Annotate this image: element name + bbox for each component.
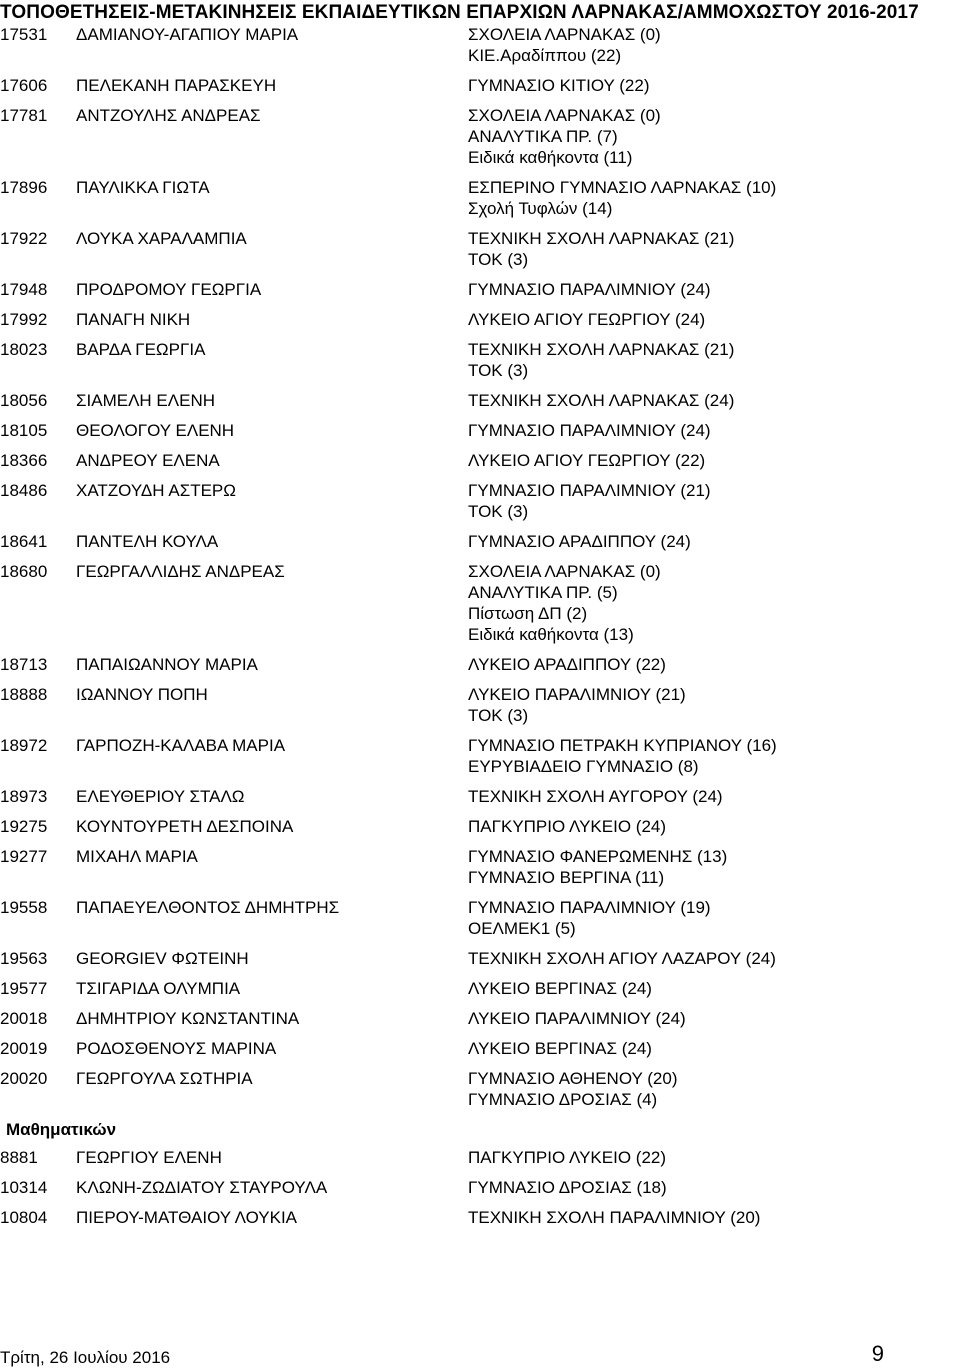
placement-list xyxy=(468,105,960,168)
table-row xyxy=(0,228,960,270)
placement: ΓΥΜΝΑΣΙΟ ΒΕΡΓΙΝΑ (11) xyxy=(468,868,665,887)
placement: Πίστωση ΔΠ (2) xyxy=(468,604,588,623)
table-row xyxy=(0,978,960,999)
placement: ΛΥΚΕΙΟ ΑΓΙΟΥ ΓΕΩΡΓΙΟΥ (22) xyxy=(468,451,706,470)
teacher-name: ΠΑΠΑΕΥΕΛΘΟΝΤΟΣ ΔΗΜΗΤΡΗΣ xyxy=(76,898,340,917)
placement: ΣΧΟΛΕΙΑ ΛΑΡΝΑΚΑΣ (0) xyxy=(468,106,661,125)
placement: ΕΣΠΕΡΙΝΟ ΓΥΜΝΑΣΙΟ ΛΑΡΝΑΚΑΣ (10) xyxy=(468,178,777,197)
table-row xyxy=(0,24,960,66)
placement: ΛΥΚΕΙΟ ΠΑΡΑΛΙΜΝΙΟΥ (21) xyxy=(468,685,686,704)
placement: ΓΥΜΝΑΣΙΟ ΦΑΝΕΡΩΜΕΝΗΣ (13) xyxy=(468,847,728,866)
teacher-name: ΕΛΕΥΘΕΡΙΟΥ ΣΤΑΛΩ xyxy=(76,787,245,806)
teacher-id: 17922 xyxy=(0,229,48,248)
teacher-id: 18366 xyxy=(0,451,48,470)
teacher-id: 17948 xyxy=(0,280,48,299)
teacher-id: 19563 xyxy=(0,949,48,968)
teacher-id: 20020 xyxy=(0,1069,48,1088)
placement-list xyxy=(468,684,960,726)
placement-list xyxy=(468,480,960,522)
table-row xyxy=(0,735,960,777)
placement-list xyxy=(468,786,960,807)
table-row xyxy=(0,1147,960,1168)
placement: ΓΥΜΝΑΣΙΟ ΠΑΡΑΛΙΜΝΙΟΥ (21) xyxy=(468,481,711,500)
teacher-id: 18641 xyxy=(0,532,48,551)
teacher-name: ΓΕΩΡΓΑΛΛΙΔΗΣ ΑΝΔΡΕΑΣ xyxy=(76,562,285,581)
page-title: ΤΟΠΟΘΕΤΗΣΕΙΣ-ΜΕΤΑΚΙΝΗΣΕΙΣ ΕΚΠΑΙΔΕΥΤΙΚΩΝ ΕΠΑΡΧΙΩΝ ΛΑΡΝΑΚΑΣ/ΑΜΜΟΧΩΣΤΟΥ 2016-2017 xyxy=(0,2,919,23)
table-row xyxy=(0,816,960,837)
placement: ΑΝΑΛΥΤΙΚΑ ΠΡ. (5) xyxy=(468,583,618,602)
placement: ΓΥΜΝΑΣΙΟ ΠΕΤΡΑΚΗ ΚΥΠΡΙΑΝΟΥ (16) xyxy=(468,736,777,755)
teacher-id: 18888 xyxy=(0,685,48,704)
teacher-id: 18023 xyxy=(0,340,48,359)
footer-date: Τρίτη, 26 Ιουλίου 2016 xyxy=(0,1348,171,1367)
placement: ΚΙΕ.Αραδίππου (22) xyxy=(468,46,622,65)
teacher-name: ΚΟΥΝΤΟΥΡΕΤΗ ΔΕΣΠΟΙΝΑ xyxy=(76,817,294,836)
teacher-name: ΑΝΤΖΟΥΛΗΣ ΑΝΔΡΕΑΣ xyxy=(76,106,261,125)
placement-list xyxy=(468,654,960,675)
table-row xyxy=(0,177,960,219)
teacher-name: ΛΟΥΚΑ ΧΑΡΑΛΑΜΠΙΑ xyxy=(76,229,247,248)
teacher-id: 17992 xyxy=(0,310,48,329)
teacher-id: 10314 xyxy=(0,1178,48,1197)
teacher-id: 18056 xyxy=(0,391,48,410)
placement-list xyxy=(468,1207,960,1228)
document-body xyxy=(0,24,960,1237)
placement: Ειδικά καθήκοντα (11) xyxy=(468,148,633,167)
table-row xyxy=(0,654,960,675)
teacher-id: 19558 xyxy=(0,898,48,917)
placement-list xyxy=(468,1147,960,1168)
placement: ΓΥΜΝΑΣΙΟ ΔΡΟΣΙΑΣ (4) xyxy=(468,1090,658,1109)
teacher-name: ΠΡΟΔΡΟΜΟΥ ΓΕΩΡΓΙΑ xyxy=(76,280,262,299)
placement-list xyxy=(468,279,960,300)
table-row xyxy=(0,420,960,441)
placement: ΤΕΧΝΙΚΗ ΣΧΟΛΗ ΠΑΡΑΛΙΜΝΙΟΥ (20) xyxy=(468,1208,761,1227)
placement-list xyxy=(468,561,960,645)
placement: ΓΥΜΝΑΣΙΟ ΔΡΟΣΙΑΣ (18) xyxy=(468,1178,667,1197)
placement: ΛΥΚΕΙΟ ΑΡΑΔΙΠΠΟΥ (22) xyxy=(468,655,666,674)
placement: ΓΥΜΝΑΣΙΟ ΠΑΡΑΛΙΜΝΙΟΥ (19) xyxy=(468,898,711,917)
placement: ΤΕΧΝΙΚΗ ΣΧΟΛΗ ΛΑΡΝΑΚΑΣ (21) xyxy=(468,229,735,248)
placement: ΓΥΜΝΑΣΙΟ ΠΑΡΑΛΙΜΝΙΟΥ (24) xyxy=(468,280,711,299)
teacher-id: 8881 xyxy=(0,1148,38,1167)
placement: ΤΟΚ (3) xyxy=(468,361,529,380)
teacher-id: 17781 xyxy=(0,106,48,125)
placement: ΣΧΟΛΕΙΑ ΛΑΡΝΑΚΑΣ (0) xyxy=(468,25,661,44)
teacher-id: 19577 xyxy=(0,979,48,998)
table-row xyxy=(0,684,960,726)
placement: ΠΑΓΚΥΠΡΙΟ ΛΥΚΕΙΟ (24) xyxy=(468,817,667,836)
placement-list xyxy=(468,450,960,471)
placement-list xyxy=(468,1068,960,1110)
teacher-name: ΧΑΤΖΟΥΔΗ ΑΣΤΕΡΩ xyxy=(76,481,236,500)
placement: Σχολή Τυφλών (14) xyxy=(468,199,613,218)
placement: ΤΟΚ (3) xyxy=(468,502,529,521)
teacher-name: ΠΑΝΑΓΗ ΝΙΚΗ xyxy=(76,310,191,329)
teacher-name: ΓΕΩΡΓΙΟΥ ΕΛΕΝΗ xyxy=(76,1148,222,1167)
placement: ΤΟΚ (3) xyxy=(468,250,529,269)
table-row xyxy=(0,480,960,522)
table-row xyxy=(0,390,960,411)
placement-list xyxy=(468,897,960,939)
placement: Ειδικά καθήκοντα (13) xyxy=(468,625,634,644)
teacher-id: 17606 xyxy=(0,76,48,95)
placement-list xyxy=(468,1038,960,1059)
table-row xyxy=(0,1207,960,1228)
table-row xyxy=(0,105,960,168)
teacher-name: ΓΕΩΡΓΟΥΛΑ ΣΩΤΗΡΙΑ xyxy=(76,1069,253,1088)
placement: ΑΝΑΛΥΤΙΚΑ ΠΡ. (7) xyxy=(468,127,618,146)
teacher-id: 18105 xyxy=(0,421,48,440)
teacher-id: 10804 xyxy=(0,1208,48,1227)
teacher-id: 17896 xyxy=(0,178,48,197)
table-row xyxy=(0,1177,960,1198)
placement: ΣΧΟΛΕΙΑ ΛΑΡΝΑΚΑΣ (0) xyxy=(468,562,661,581)
table-row xyxy=(0,75,960,96)
teacher-name: ΘΕΟΛΟΓΟΥ ΕΛΕΝΗ xyxy=(76,421,235,440)
table-row xyxy=(0,948,960,969)
table-row xyxy=(0,561,960,645)
placement: ΛΥΚΕΙΟ ΒΕΡΓΙΝΑΣ (24) xyxy=(468,1039,652,1058)
placement-list xyxy=(468,978,960,999)
teacher-name: ΑΝΔΡΕΟΥ ΕΛΕΝΑ xyxy=(76,451,220,470)
placement: ΠΑΓΚΥΠΡΙΟ ΛΥΚΕΙΟ (22) xyxy=(468,1148,667,1167)
placement: ΛΥΚΕΙΟ ΑΓΙΟΥ ΓΕΩΡΓΙΟΥ (24) xyxy=(468,310,706,329)
placement: ΤΕΧΝΙΚΗ ΣΧΟΛΗ ΛΑΡΝΑΚΑΣ (24) xyxy=(468,391,735,410)
teacher-name: ΓΑΡΠΟΖΗ-ΚΑΛΑΒΑ ΜΑΡΙΑ xyxy=(76,736,286,755)
teacher-name: ΚΛΩΝΗ-ΖΩΔΙΑΤΟΥ ΣΤΑΥΡΟΥΛΑ xyxy=(76,1178,328,1197)
placement-list xyxy=(468,948,960,969)
table-row xyxy=(0,1068,960,1110)
section-heading: Μαθηματικών xyxy=(6,1120,117,1139)
placement: ΕΥΡΥΒΙΑΔΕΙΟ ΓΥΜΝΑΣΙΟ (8) xyxy=(468,757,699,776)
placement-list xyxy=(468,735,960,777)
placement-list xyxy=(468,1008,960,1029)
placement-list xyxy=(468,816,960,837)
placement: ΓΥΜΝΑΣΙΟ ΑΡΑΔΙΠΠΟΥ (24) xyxy=(468,532,691,551)
teacher-name: ΠΕΛΕΚΑΝΗ ΠΑΡΑΣΚΕΥΗ xyxy=(76,76,277,95)
placement-list xyxy=(468,420,960,441)
placement: ΛΥΚΕΙΟ ΒΕΡΓΙΝΑΣ (24) xyxy=(468,979,652,998)
teacher-name: ΣΙΑΜΕΛΗ ΕΛΕΝΗ xyxy=(76,391,216,410)
placement: ΤΕΧΝΙΚΗ ΣΧΟΛΗ ΑΓΙΟΥ ΛΑΖΑΡΟΥ (24) xyxy=(468,949,776,968)
teacher-name: ΙΩΑΝΝΟΥ ΠΟΠΗ xyxy=(76,685,208,704)
teacher-id: 18680 xyxy=(0,562,48,581)
teacher-id: 18713 xyxy=(0,655,48,674)
table-row xyxy=(0,786,960,807)
teacher-name: ΔΑΜΙΑΝΟΥ-ΑΓΑΠΙΟΥ ΜΑΡΙΑ xyxy=(76,25,299,44)
math-entries-list xyxy=(0,1147,960,1228)
placement-list xyxy=(468,390,960,411)
teacher-name: ΡΟΔΟΣΘΕΝΟΥΣ ΜΑΡΙΝΑ xyxy=(76,1039,277,1058)
teacher-id: 18972 xyxy=(0,736,48,755)
teacher-name: ΜΙΧΑΗΛ ΜΑΡΙΑ xyxy=(76,847,198,866)
entries-list xyxy=(0,24,960,1110)
table-row xyxy=(0,897,960,939)
teacher-name: ΤΣΙΓΑΡΙΔΑ ΟΛΥΜΠΙΑ xyxy=(76,979,241,998)
placement-list xyxy=(468,339,960,381)
placement: ΛΥΚΕΙΟ ΠΑΡΑΛΙΜΝΙΟΥ (24) xyxy=(468,1009,686,1028)
teacher-name: ΠΙΕΡΟΥ-ΜΑΤΘΑΙΟΥ ΛΟΥΚΙΑ xyxy=(76,1208,298,1227)
placement: ΤΕΧΝΙΚΗ ΣΧΟΛΗ ΛΑΡΝΑΚΑΣ (21) xyxy=(468,340,735,359)
placement-list xyxy=(468,309,960,330)
teacher-name: ΒΑΡΔΑ ΓΕΩΡΓΙΑ xyxy=(76,340,206,359)
table-row xyxy=(0,531,960,552)
placement-list xyxy=(468,1177,960,1198)
table-row xyxy=(0,309,960,330)
table-row xyxy=(0,1008,960,1029)
placement-list xyxy=(468,846,960,888)
teacher-id: 19277 xyxy=(0,847,48,866)
placement: ΓΥΜΝΑΣΙΟ ΠΑΡΑΛΙΜΝΙΟΥ (24) xyxy=(468,421,711,440)
placement: ΓΥΜΝΑΣΙΟ ΚΙΤΙΟΥ (22) xyxy=(468,76,650,95)
placement-list xyxy=(468,228,960,270)
teacher-name: ΔΗΜΗΤΡΙΟΥ ΚΩΝΣΤΑΝΤΙΝΑ xyxy=(76,1009,300,1028)
table-row xyxy=(0,846,960,888)
table-row xyxy=(0,279,960,300)
placement-list xyxy=(468,24,960,66)
teacher-id: 20019 xyxy=(0,1039,48,1058)
teacher-name: ΠΑΝΤΕΛΗ ΚΟΥΛΑ xyxy=(76,532,219,551)
teacher-name: GEORGIEV ΦΩΤΕΙΝΗ xyxy=(76,949,249,968)
placement: ΓΥΜΝΑΣΙΟ ΑΘΗΕΝΟΥ (20) xyxy=(468,1069,678,1088)
table-row xyxy=(0,339,960,381)
teacher-id: 17531 xyxy=(0,25,48,44)
table-row xyxy=(0,450,960,471)
placement-list xyxy=(468,177,960,219)
page-number: 9 xyxy=(871,1341,884,1366)
teacher-id: 20018 xyxy=(0,1009,48,1028)
teacher-id: 18973 xyxy=(0,787,48,806)
teacher-name: ΠΑΠΑΙΩΑΝΝΟΥ ΜΑΡΙΑ xyxy=(76,655,258,674)
table-row xyxy=(0,1038,960,1059)
placement: ΤΟΚ (3) xyxy=(468,706,529,725)
teacher-name: ΠΑΥΛΙΚΚΑ ΓΙΩΤΑ xyxy=(76,178,210,197)
teacher-id: 18486 xyxy=(0,481,48,500)
placement-list xyxy=(468,531,960,552)
teacher-id: 19275 xyxy=(0,817,48,836)
placement: ΤΕΧΝΙΚΗ ΣΧΟΛΗ ΑΥΓΟΡΟΥ (24) xyxy=(468,787,723,806)
placement-list xyxy=(468,75,960,96)
placement: ΟΕΛΜΕΚ1 (5) xyxy=(468,919,576,938)
